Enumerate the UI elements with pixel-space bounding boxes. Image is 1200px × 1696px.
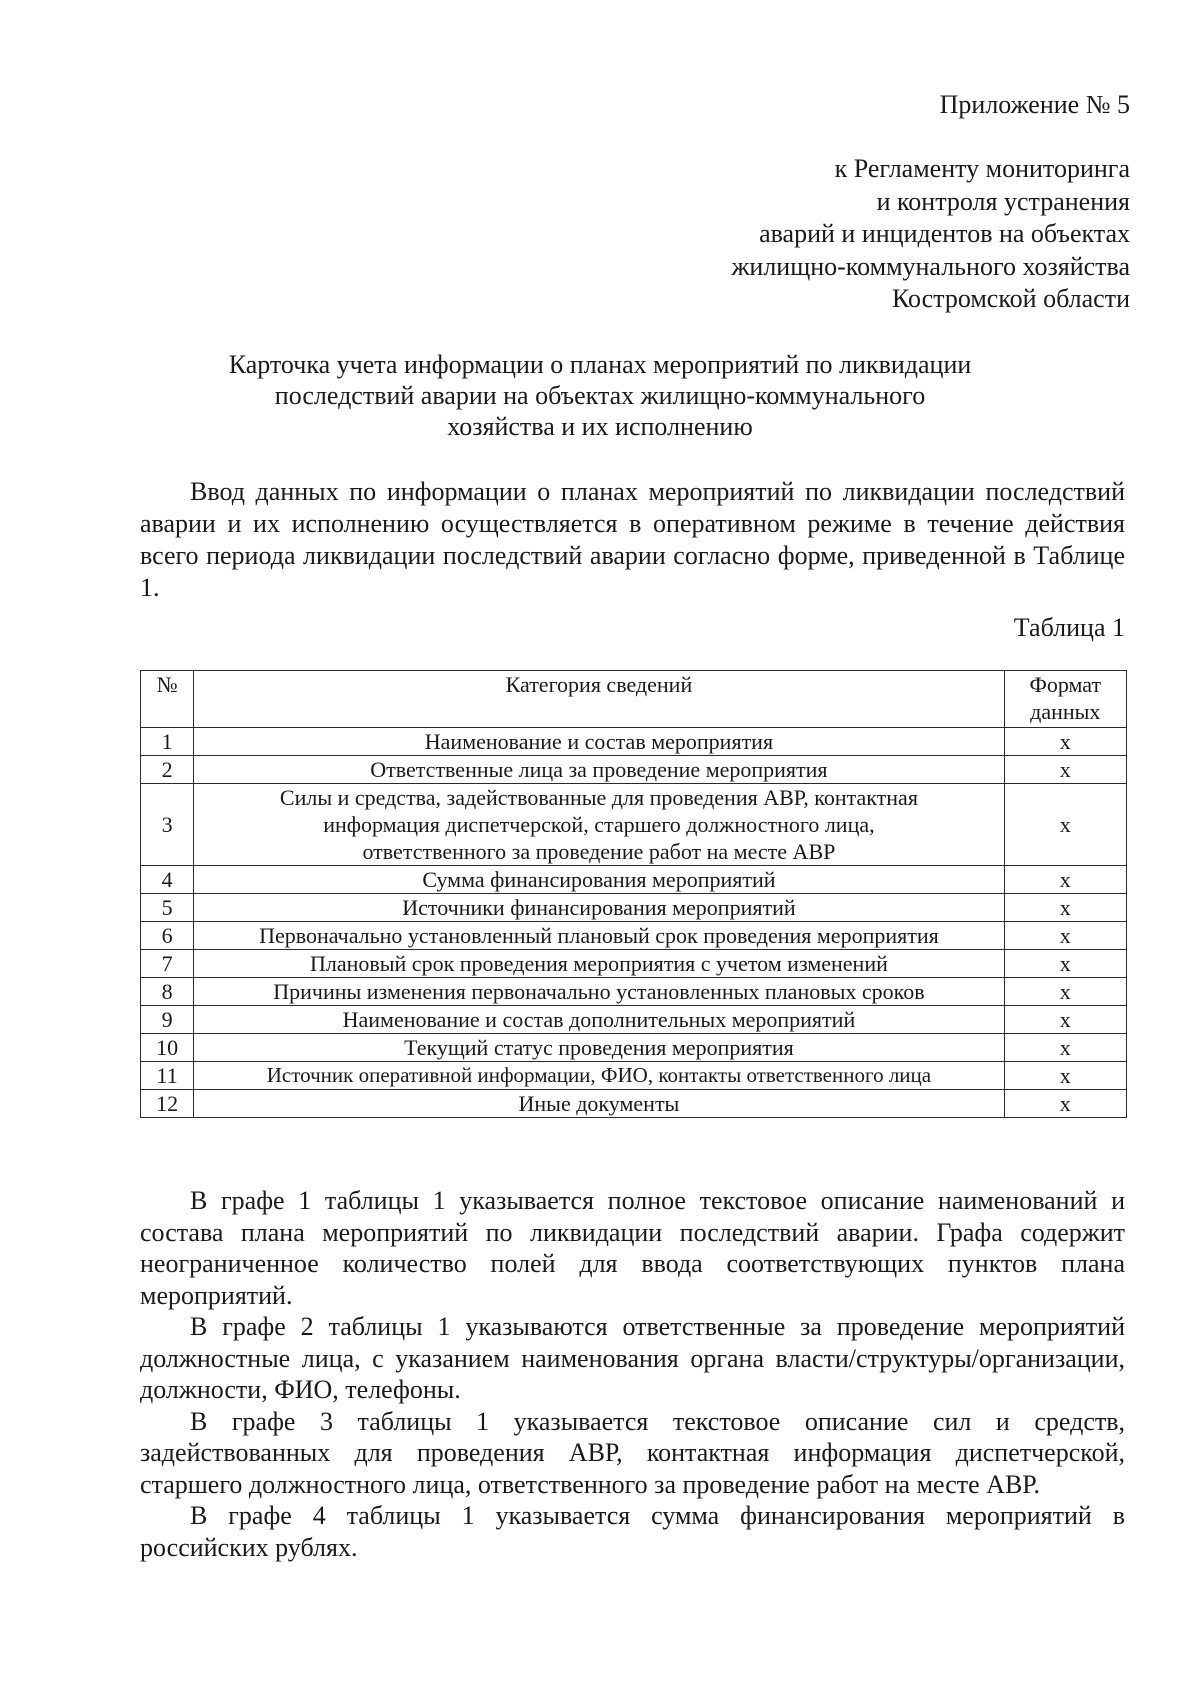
body-paragraph: В графе 3 таблицы 1 указывается текстовое описание сил и средств, задействованных для проведения АВР, контактная информация диспетчерской, старшего должностного лица, ответственного за проведение работ на месте АВР.: [140, 1406, 1125, 1499]
row-number: 5: [141, 894, 194, 922]
body-paragraph: В графе 2 таблицы 1 указываются ответственные за проведение мероприятий должностные лица, с указанием наименования органа власти/структуры/организации, должности, ФИО, телефоны.: [140, 1312, 1125, 1404]
table-row: [141, 1090, 1127, 1118]
table-row: [141, 950, 1127, 978]
table-row: [141, 894, 1127, 922]
table-row: [141, 728, 1127, 756]
row-number: 1: [141, 728, 194, 756]
row-number: 12: [141, 1090, 194, 1118]
table-row: [141, 1006, 1127, 1034]
title-line: последствий аварии на объектах жилищно-коммунального: [274, 381, 926, 410]
reglament-line: жилищно-коммунального хозяйства: [731, 251, 1130, 281]
row-format: x: [1004, 950, 1126, 978]
row-number: 6: [141, 922, 194, 950]
row-category: Иные документы: [194, 1090, 1004, 1118]
reglament-reference: [560, 153, 1130, 316]
row-number: 8: [141, 978, 194, 1006]
table-row: [141, 1034, 1127, 1062]
table-row: [141, 978, 1127, 1006]
row-number: 3: [141, 784, 194, 866]
table-row: [141, 1062, 1127, 1090]
row-number: 10: [141, 1034, 194, 1062]
body-paragraph: В графе 1 таблицы 1 указывается полное текстовое описание наименований и состава плана мероприятий по ликвидации последствий аварии. Графа содержит неограниченное количество полей для ввода соответствующих пунктов плана мероприятий.: [140, 1186, 1125, 1310]
row-category: Сумма финансирования мероприятий: [194, 866, 1004, 894]
table-caption: Таблица 1: [1013, 613, 1125, 642]
reglament-line: Костромской области: [891, 284, 1130, 313]
row-format: x: [1004, 1034, 1126, 1062]
row-number: 11: [141, 1062, 194, 1090]
header-format: Формат данных: [1004, 671, 1126, 728]
title-line: Карточка учета информации о планах мероприятий по ликвидации: [228, 350, 972, 379]
row-category: Силы и средства, задействованные для проведения АВР, контактная информация диспетчерской, старшего должностного лица, ответственного за проведение работ на месте АВР: [194, 784, 1004, 866]
row-format: x: [1004, 728, 1126, 756]
row-category: Причины изменения первоначально установленных плановых сроков: [194, 978, 1004, 1006]
title-line: хозяйства и их исполнению: [447, 412, 753, 441]
row-category: Источник оперативной информации, ФИО, контакты ответственного лица: [194, 1062, 1004, 1090]
reglament-line: аварий и инцидентов на объектах: [759, 219, 1130, 248]
intro-paragraph: Ввод данных по информации о планах мероприятий по ликвидации последствий аварии и их исполнению осуществляется в оперативном режиме в течение действия всего периода ликвидации последствий аварии согласно форме, приведенной в Таблице 1.: [140, 477, 1125, 602]
row-number: 7: [141, 950, 194, 978]
row-format: x: [1004, 894, 1126, 922]
row-category: Текущий статус проведения мероприятия: [194, 1034, 1004, 1062]
row-category: Первоначально установленный плановый срок проведения мероприятия: [194, 922, 1004, 950]
reglament-line: и контроля устранения: [876, 186, 1130, 216]
row-format: x: [1004, 1006, 1126, 1034]
row-category: Источники финансирования мероприятий: [194, 894, 1004, 922]
body-paragraph: В графе 4 таблицы 1 указывается сумма финансирования мероприятий в российских рублях.: [140, 1501, 1125, 1562]
row-category: Ответственные лица за проведение мероприятия: [194, 756, 1004, 784]
header-category: Категория сведений: [194, 671, 1004, 728]
table-row: [141, 922, 1127, 950]
row-number: 9: [141, 1006, 194, 1034]
header-number: №: [141, 671, 194, 728]
appendix-label: Приложение № 5: [939, 90, 1130, 119]
row-category: Наименование и состав дополнительных мероприятий: [194, 1006, 1004, 1034]
table-row: [141, 866, 1127, 894]
row-format: x: [1004, 922, 1126, 950]
table-row: [141, 784, 1127, 866]
row-format: x: [1004, 1090, 1126, 1118]
table-row: [141, 756, 1127, 784]
row-format: x: [1004, 1062, 1126, 1090]
row-category: Наименование и состав мероприятия: [194, 728, 1004, 756]
document-title: [160, 349, 1040, 442]
row-format: x: [1004, 784, 1126, 866]
row-format: x: [1004, 978, 1126, 1006]
table-header-row: [141, 671, 1127, 728]
info-table: [140, 670, 1127, 1118]
row-format: x: [1004, 756, 1126, 784]
row-format: x: [1004, 866, 1126, 894]
reglament-line: к Регламенту мониторинга: [834, 154, 1130, 183]
row-category: Плановый срок проведения мероприятия с учетом изменений: [194, 950, 1004, 978]
body-text: [140, 1185, 1125, 1563]
row-number: 4: [141, 866, 194, 894]
row-number: 2: [141, 756, 194, 784]
